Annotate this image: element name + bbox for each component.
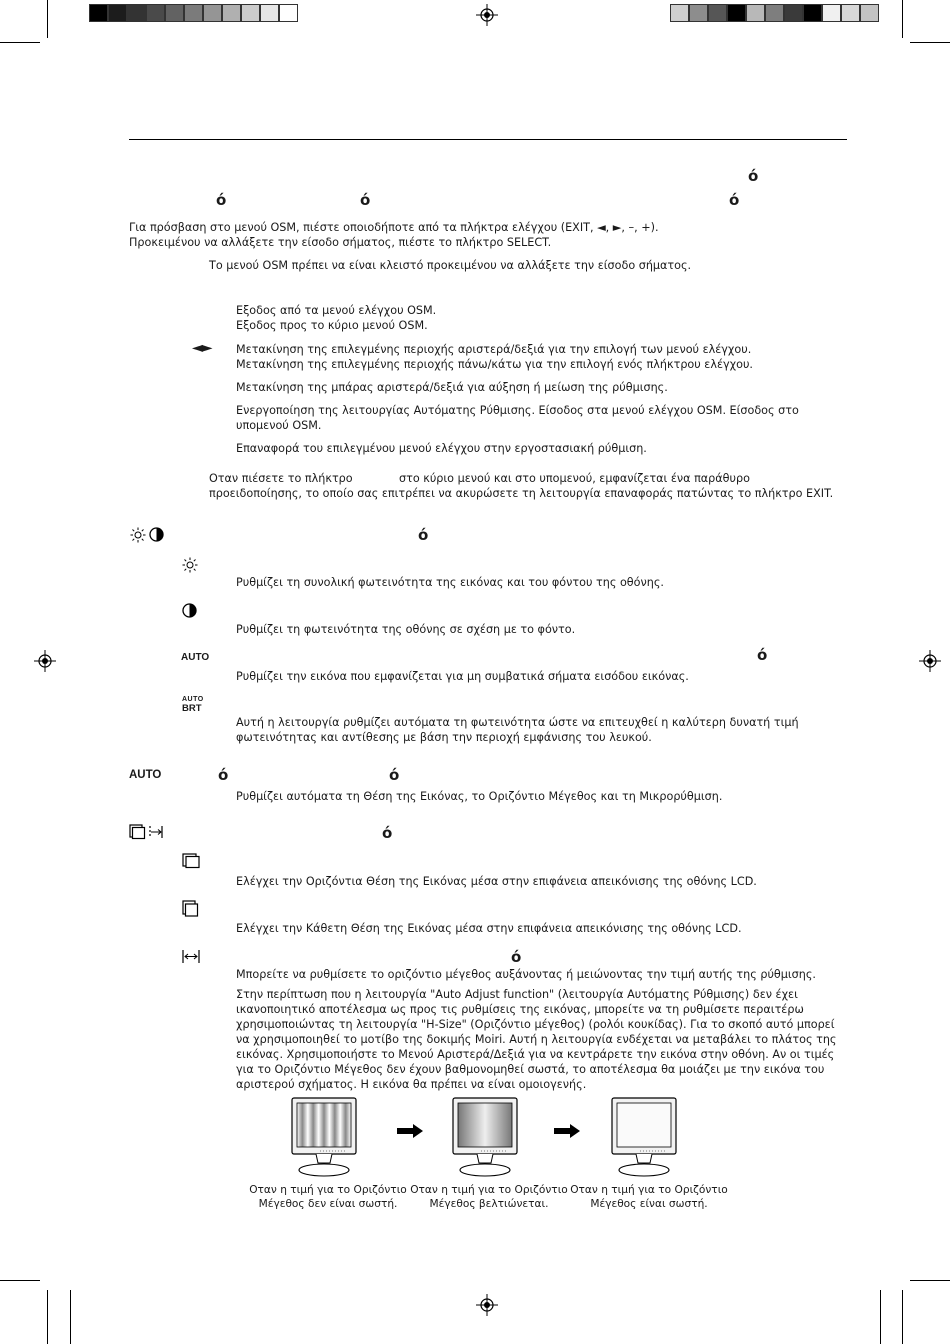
- color-swatch: [727, 4, 746, 22]
- h-position-desc: Ελέγχει την Οριζόντια Θέση της Εικόνας μέσα στην επιφάνεια απεικόνισης της οθόνης LCD.: [236, 875, 757, 888]
- brightness-desc: Ρυθμίζει τη συνολική φωτεινότητα της εικόνας και του φόντου της οθόνης.: [236, 576, 664, 589]
- arrows-desc: Μετακίνηση της επιλεγμένης περιοχής πάνω/κάτω για την επιλογή ενός πλήκτρου ελέγχου.: [236, 358, 753, 371]
- figure-caption: [248, 1183, 408, 1211]
- auto-adjust-label: AUTO: [129, 769, 162, 781]
- crop-mark: [70, 1290, 71, 1344]
- reset-note: Οταν πιέσετε το πλήκτρο: [209, 472, 353, 485]
- h-size-icon: [182, 949, 200, 964]
- okey-glyph: ό: [382, 824, 393, 842]
- v-position-desc: Ελέγχει την Κάθετη Θέση της Εικόνας μέσα στην επιφάνεια απεικόνισης της οθόνης LCD.: [236, 922, 742, 935]
- figure-caption-line: Οταν η τιμή για το Οριζόντιο: [410, 1184, 568, 1196]
- monitor-figure-improving: [451, 1096, 519, 1180]
- contrast-icon: [182, 603, 197, 618]
- figure-caption: [409, 1183, 569, 1211]
- okey-glyph: ό: [729, 191, 740, 209]
- color-swatch: [689, 4, 708, 22]
- registration-target-icon: [919, 650, 941, 672]
- color-swatch: [127, 4, 146, 22]
- exit-desc: Εξοδος προς το κύριο μενού OSM.: [236, 319, 428, 332]
- h-size-paragraph-line: ικανοποιητικό αποτέλεσμα ως προς τις ρυθμίσεις της εικόνας, μπορείτε να τη ρυθμίσετε περαιτέρω: [236, 1003, 804, 1016]
- figure-caption-line: Μέγεθος βελτιώνεται.: [429, 1198, 549, 1210]
- color-swatch: [222, 4, 241, 22]
- intro-line: Προκειμένου να αλλάξετε την είσοδο σήματος, πιέστε το πλήκτρο SELECT.: [129, 236, 552, 249]
- reset-desc: Επαναφορά του επιλεγμένου μενού ελέγχου στην εργοστασιακή ρύθμιση.: [236, 442, 647, 455]
- crop-mark: [902, 0, 903, 38]
- h-size-paragraph-line: αριστερού σχήματος. Η εικόνα θα πρέπει να είναι ομοιογενής.: [236, 1078, 587, 1091]
- okey-glyph: ό: [216, 191, 227, 209]
- contrast-desc: Ρυθμίζει τη φωτεινότητα της οθόνης σε σχέση με το φόντο.: [236, 623, 576, 636]
- crop-mark: [902, 1290, 903, 1344]
- figure-caption: [569, 1183, 729, 1211]
- auto-adjust-desc: Ρυθμίζει αυτόματα τη Θέση της Εικόνας, το Οριζόντιο Μέγεθος και τη Μικρορύθμιση.: [236, 790, 723, 803]
- h-size-paragraph-line: για το Οριζόντιο Μέγεθος δεν έχουν βαθμονομηθεί σωστά, το αποτέλεσμα θα μοιάζει με την εικόνα του: [236, 1063, 825, 1076]
- color-swatch: [203, 4, 222, 22]
- image-position-icon: [129, 824, 146, 840]
- okey-glyph: ό: [418, 526, 429, 544]
- okey-glyph: ό: [218, 766, 229, 784]
- h-size-icon: [148, 824, 164, 840]
- auto-desc: Ρυθμίζει την εικόνα που εμφανίζεται για μη συμβατικά σήματα εισόδου εικόνας.: [236, 670, 689, 683]
- intro-note: Το μενού OSM πρέπει να είναι κλειστό προκειμένου να αλλάξετε την είσοδο σήματος.: [209, 259, 692, 272]
- okey-glyph: ό: [389, 766, 400, 784]
- color-swatch: [803, 4, 822, 22]
- crop-mark: [0, 1280, 40, 1281]
- crop-mark: [47, 1290, 48, 1344]
- brightness-icon: [182, 557, 198, 573]
- header-rule: [129, 139, 847, 140]
- color-swatch: [765, 4, 784, 22]
- left-right-arrow-icon: ◄►: [192, 340, 212, 356]
- color-swatch: [108, 4, 127, 22]
- monitor-figure-incorrect: [290, 1096, 358, 1180]
- select-desc: Ενεργοποίηση της λειτουργίας Αυτόματης Ρύθμισης. Είσοδος στα μενού ελέγχου OSM. Είσοδος στο: [236, 404, 799, 417]
- okey-glyph: ό: [360, 191, 371, 209]
- crop-mark: [910, 42, 950, 43]
- h-size-paragraph-line: χρησιμοποιώντας τη λειτουργία "H-Size" (Οριζόντιο μέγεθος) (ρολόι κουκίδας). Για το σκοπό αυτό μπορεί: [236, 1018, 835, 1031]
- crop-mark: [47, 0, 48, 38]
- left-color-bar: [89, 0, 309, 26]
- intro-line: Για πρόσβαση στο μενού OSM, πιέστε οποιοδήποτε από τα πλήκτρα ελέγχου (EXIT, ◄, ►, –, +).: [129, 221, 659, 234]
- contrast-icon: [149, 527, 164, 542]
- color-swatch: [708, 4, 727, 22]
- h-size-paragraph-line: εικόνας. Χρησιμοποιήστε το Μενού Αριστερά/Δεξιά για να κεντράρετε την εικόνα στην οθόνη. Αν οι τιμές: [236, 1048, 835, 1061]
- auto-label: AUTO: [181, 652, 210, 663]
- h-position-icon: [182, 853, 200, 869]
- reset-note: προειδοποίησης, το οποίο σας επιτρέπει να ακυρώσετε τη λειτουργία επαναφοράς πατώντας το πλήκτρο EXIT.: [209, 487, 834, 500]
- auto-brt-icon: [182, 695, 204, 713]
- okey-glyph: ό: [757, 646, 768, 664]
- color-swatch: [146, 4, 165, 22]
- color-swatch: [279, 4, 298, 22]
- h-size-paragraph-line: Στην περίπτωση που η λειτουργία "Auto Adjust function" (λειτουργία Αυτόματης Ρύθμισης) δεν έχει: [236, 988, 798, 1001]
- okey-glyph: ό: [511, 948, 522, 966]
- auto-brt-label-top: AUTO: [182, 696, 204, 703]
- color-swatch: [784, 4, 803, 22]
- crop-mark: [910, 1280, 950, 1281]
- figure-caption-line: Οταν η τιμή για το Οριζόντιο: [570, 1184, 728, 1196]
- okey-glyph: ό: [748, 167, 759, 185]
- registration-target-icon: [476, 4, 498, 26]
- color-swatch: [822, 4, 841, 22]
- color-swatch: [260, 4, 279, 22]
- color-swatch: [241, 4, 260, 22]
- color-swatch: [746, 4, 765, 22]
- select-desc: υπομενού OSM.: [236, 419, 322, 432]
- arrow-right-icon: [397, 1124, 423, 1138]
- arrows-desc: Μετακίνηση της επιλεγμένης περιοχής αριστερά/δεξιά για την επιλογή των μενού ελέγχου.: [236, 343, 752, 356]
- plus-minus-desc: Μετακίνηση της μπάρας αριστερά/δεξιά για αύξηση ή μείωση της ρύθμισης.: [236, 381, 668, 394]
- color-swatch: [841, 4, 860, 22]
- auto-brt-desc: φωτεινότητας και αντίθεσης με βάση την περιοχή εμφάνισης του λευκού.: [236, 731, 652, 744]
- arrow-right-icon: [554, 1124, 580, 1138]
- figure-caption-line: Οταν η τιμή για το Οριζόντιο: [249, 1184, 407, 1196]
- crop-mark: [0, 42, 40, 43]
- registration-target-icon: [34, 650, 56, 672]
- crop-mark: [880, 1290, 881, 1344]
- color-swatch: [89, 4, 108, 22]
- monitor-figure-correct: [610, 1096, 678, 1180]
- figure-caption-line: Μέγεθος είναι σωστή.: [590, 1198, 708, 1210]
- figure-caption-line: Μέγεθος δεν είναι σωστή.: [258, 1198, 398, 1210]
- color-swatch: [860, 4, 879, 22]
- exit-desc: Εξοδος από τα μενού ελέγχου OSM.: [236, 304, 437, 317]
- color-swatch: [670, 4, 689, 22]
- h-size-desc: Μπορείτε να ρυθμίσετε το οριζόντιο μέγεθος αυξάνοντας ή μειώνοντας την τιμή αυτής της ρύθμισης.: [236, 968, 816, 981]
- auto-brt-desc: Αυτή η λειτουργία ρυθμίζει αυτόματα τη φωτεινότητα ώστε να επιτευχθεί η καλύτερη δυνατή τιμή: [236, 716, 799, 729]
- v-position-icon: [182, 900, 199, 917]
- registration-target-icon: [476, 1294, 498, 1316]
- auto-brt-label-bottom: BRT: [182, 703, 202, 714]
- right-color-bar: [670, 0, 910, 26]
- reset-note: στο κύριο μενού και στο υπομενού, εμφανίζεται ένα παράθυρο: [399, 472, 750, 485]
- brightness-icon: [130, 527, 146, 543]
- h-size-paragraph-line: να χρησιμοποιηθεί το μοτίβο της δοκιμής Moiri. Αυτή η λειτουργία ενδέχεται να μεταβάλει το πλάτος της: [236, 1033, 837, 1046]
- color-swatch: [184, 4, 203, 22]
- color-swatch: [165, 4, 184, 22]
